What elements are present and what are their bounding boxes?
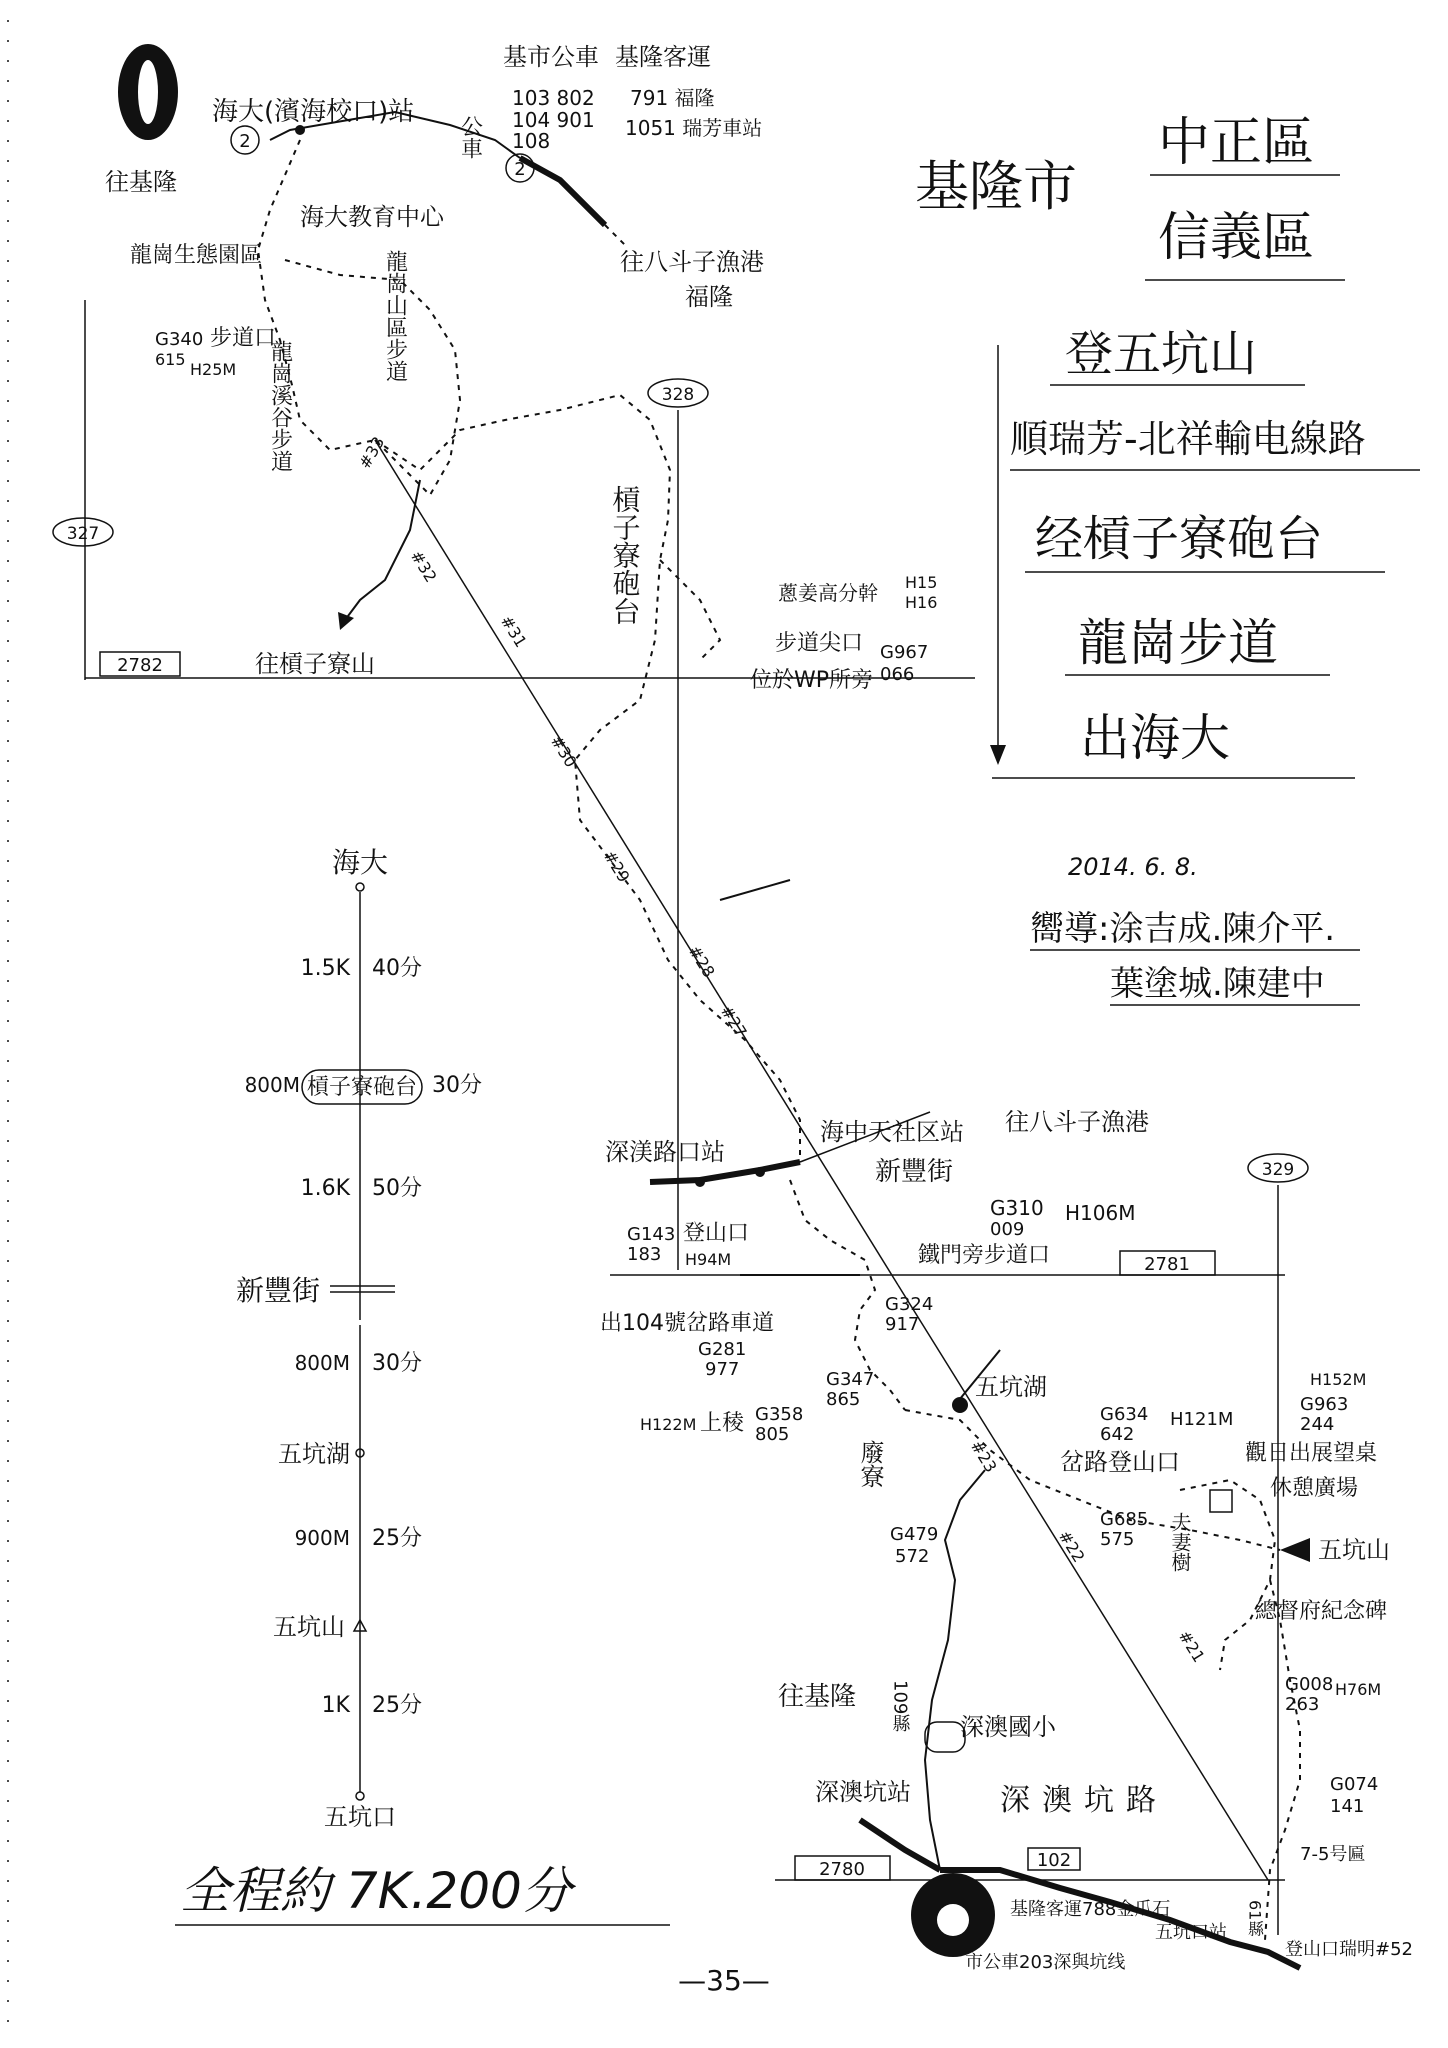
- h76: H76M: [1335, 1680, 1382, 1699]
- g977: 977: [705, 1359, 740, 1380]
- title-block: [915, 113, 1420, 1005]
- coastal-road-top-bold: [520, 158, 605, 225]
- legend-fort-time: 30分: [432, 1073, 482, 1098]
- to-badouzi-2: 往八斗子漁港: [1005, 1108, 1149, 1136]
- ruins: 廢寮: [856, 1440, 884, 1488]
- grid-label-2781: 2781: [1144, 1254, 1190, 1275]
- route-line-1: 登五坑山: [1065, 326, 1258, 382]
- dengshan: 登山口: [683, 1221, 750, 1246]
- bus-keelung-route-2: 1051 瑞芳車站: [625, 116, 763, 140]
- cong-jiang: 蔥姜高分幹: [778, 581, 878, 605]
- bus-city-route-3: 108: [512, 129, 551, 153]
- arrow-direction-2: [720, 880, 790, 900]
- g143: G143: [627, 1224, 676, 1245]
- exit-104: 出104號岔路車道: [600, 1311, 774, 1336]
- grid-label-328: 328: [661, 385, 695, 405]
- trail-fort-spur: [660, 560, 720, 660]
- legend-seg5-time: 25分: [372, 1693, 422, 1718]
- g347: G347: [826, 1369, 875, 1390]
- legend-seg2-time: 50分: [372, 1176, 422, 1201]
- guides-line-1: 嚮導:涂吉成.陳介平.: [1030, 909, 1336, 949]
- g575: 575: [1100, 1529, 1135, 1550]
- tiemen: 鐵門旁步道口: [918, 1243, 1051, 1268]
- to-gangzi-mtn: 往槓子寮山: [255, 650, 375, 678]
- route-line-3: 经槓子寮砲台: [1035, 511, 1324, 567]
- svg-text:2: 2: [239, 131, 251, 152]
- total-label: 全程約 7K.200分: [180, 1862, 572, 1920]
- rest-plaza-marker: [1210, 1490, 1232, 1512]
- road-102-label: 102: [1036, 1850, 1072, 1871]
- fort-label: 槓子寮砲台: [608, 485, 642, 625]
- bus-city-label: 基市公車: [503, 43, 599, 71]
- legend-end: 五坑口: [324, 1803, 396, 1831]
- shenaokeng-road: 深澳坑路: [1000, 1783, 1168, 1818]
- sunrise-view: 觀日出展望桌: [1245, 1441, 1378, 1466]
- route-line-4: 龍崗步道: [1078, 614, 1278, 672]
- legend-fort: 槓子寮砲台: [306, 1075, 418, 1100]
- svg-text:2: 2: [514, 159, 526, 180]
- valley-trail: 龍崗溪谷步道: [267, 340, 293, 472]
- south-labels: [600, 1108, 1413, 1973]
- bus-bottom-2: 五坑口站: [1155, 1922, 1227, 1943]
- g685: G685: [1100, 1509, 1149, 1530]
- page-number: —35—: [678, 1964, 770, 1997]
- stop-marker-haizhongtian: [755, 1167, 765, 1177]
- fork-trailhead: 岔路登山口: [1060, 1448, 1180, 1476]
- h122: H122M: [640, 1415, 697, 1434]
- north-arrow-bottom: [911, 1873, 995, 1957]
- bus-city-route-2: 104 901: [512, 108, 595, 132]
- trail-main-ridge: [375, 395, 800, 1162]
- road-to-keelung-bottom: [860, 1820, 940, 1870]
- lake-marker: [952, 1397, 968, 1413]
- guides-line-2: 葉塗城.陳建中: [1110, 964, 1325, 1004]
- bus-bottom-3: 市公車203深與坑线: [965, 1952, 1126, 1973]
- tower-29: #29: [599, 847, 634, 886]
- trail-mouth: 步道口: [210, 326, 277, 351]
- tower-22: #22: [1054, 1527, 1089, 1566]
- shenao-school: 深澳國小: [960, 1713, 1056, 1741]
- arrow-to-gangzi: [345, 480, 420, 620]
- g009: 009: [990, 1219, 1025, 1240]
- legend-seg4-dist: 900M: [294, 1526, 350, 1550]
- legend-seg3-dist: 800M: [294, 1351, 350, 1375]
- bus-keelung-route-1: 791 福隆: [630, 86, 715, 110]
- eco-park: 龍崗生態園區: [130, 243, 263, 268]
- legend-xinfeng: 新豐街: [235, 1274, 320, 1307]
- tower-28: #28: [684, 942, 719, 981]
- legend-start: 海大: [331, 846, 389, 879]
- legend-seg3-time: 30分: [372, 1351, 422, 1376]
- to-fulong: 福隆: [685, 283, 733, 311]
- h16: H16: [905, 593, 938, 612]
- g479: G479: [890, 1524, 939, 1545]
- north-labels: [105, 43, 937, 693]
- tower-31: #31: [496, 612, 531, 651]
- g917: 917: [885, 1314, 920, 1335]
- bus-keelung-label: 基隆客運: [615, 43, 711, 71]
- legend-fort-dist: 800M: [244, 1073, 300, 1097]
- legend-seg5-dist: 1K: [321, 1693, 350, 1718]
- marker-7-5: 7-5号匾: [1300, 1844, 1366, 1865]
- xinfeng-street: 新豐街: [875, 1157, 954, 1187]
- to-keelung-top: 往基隆: [105, 168, 177, 196]
- wukeng-lake: 五坑湖: [975, 1373, 1047, 1401]
- trail-lake-peak: [905, 1410, 1280, 1550]
- trip-date: 2014. 6. 8.: [1068, 853, 1198, 881]
- h94: H94M: [685, 1250, 732, 1269]
- legend-seg2-dist: 1.6K: [300, 1176, 350, 1201]
- road-61-label: 61縣: [1245, 1900, 1265, 1937]
- shenao-stop: 深渼路口站: [605, 1138, 725, 1166]
- road-109-label: 109縣: [889, 1680, 911, 1733]
- stop-marker-shenao: [695, 1177, 705, 1187]
- coastal-road-top-dash: [605, 225, 625, 245]
- area-trail: 龍崗山區步道: [382, 250, 408, 382]
- h106: H106M: [1065, 1201, 1136, 1225]
- g634: G634: [1100, 1404, 1149, 1425]
- school-marker: [925, 1722, 965, 1752]
- education-center: 海大教育中心: [300, 203, 444, 231]
- city-title: 基隆市: [915, 155, 1077, 218]
- rest-plaza: 休憩廣場: [1270, 1476, 1359, 1501]
- legend-peak: 五坑山: [273, 1613, 345, 1641]
- shenaokeng-stop: 深澳坑站: [815, 1778, 911, 1806]
- bus-city-label2: 公車: [457, 115, 483, 159]
- g066: 066: [880, 664, 915, 685]
- g642: 642: [1100, 1424, 1135, 1445]
- shangling: 上稜: [700, 1411, 745, 1436]
- trailhead-bottom: 登山口瑞明#52: [1285, 1939, 1413, 1960]
- tower-27: #27: [716, 1002, 751, 1041]
- trail-mouth2: 步道尖口: [775, 631, 864, 656]
- north-arrow-top: [118, 44, 178, 140]
- g805: 805: [755, 1424, 790, 1445]
- tower-32: #32: [406, 547, 441, 586]
- tower-30: #30: [546, 732, 581, 771]
- h-25: H25M: [190, 360, 237, 379]
- g358: G358: [755, 1404, 804, 1425]
- grid-label-329: 329: [1261, 1160, 1295, 1180]
- route-line-2: 順瑞芳-北祥輸电線路: [1010, 417, 1366, 461]
- tower-23: #23: [966, 1437, 1001, 1476]
- district-2: 信義區: [1158, 208, 1315, 268]
- distance-legend: [236, 846, 482, 1831]
- g310: G310: [990, 1196, 1044, 1220]
- g572: 572: [895, 1546, 930, 1567]
- tower-21: #21: [1174, 1627, 1209, 1666]
- wukeng-mtn-label: 五坑山: [1318, 1536, 1390, 1564]
- h15: H15: [905, 573, 938, 592]
- district-1: 中正區: [1158, 113, 1315, 173]
- peak-triangle: [1280, 1538, 1310, 1562]
- g183: 183: [627, 1244, 662, 1265]
- memorial: 總督府紀念碑: [1255, 1599, 1388, 1624]
- g324: G324: [885, 1294, 934, 1315]
- route-line-5: 出海大: [1080, 709, 1230, 767]
- grid-label-327: 327: [66, 524, 100, 544]
- legend-seg4-time: 25分: [372, 1526, 422, 1551]
- g141: 141: [1330, 1796, 1365, 1817]
- bus-city-route-1: 103 802: [512, 86, 595, 110]
- h152: H152M: [1310, 1370, 1367, 1389]
- legend-seg1-dist: 1.5K: [300, 956, 350, 981]
- station-haida: 海大(濱海校口)站: [212, 97, 415, 127]
- g967: G967: [880, 642, 929, 663]
- g-615: 615: [155, 350, 186, 369]
- haizhongtian-stop: 海中天社区站: [820, 1118, 964, 1146]
- to-badouzi: 往八斗子漁港: [620, 248, 764, 276]
- grid-label-2780: 2780: [819, 1859, 865, 1880]
- tower-33: #33: [355, 433, 389, 472]
- g263: 263: [1285, 1694, 1320, 1715]
- legend-lake: 五坑湖: [278, 1440, 350, 1468]
- legend-seg1-time: 40分: [372, 956, 422, 981]
- arrow-head-gangzi: [338, 612, 354, 630]
- grid-label-2782: 2782: [117, 655, 163, 676]
- g244: 244: [1300, 1414, 1335, 1435]
- to-keelung-bottom: 往基隆: [778, 1682, 857, 1712]
- g963: G963: [1300, 1394, 1349, 1415]
- couple-tree: 夫妻樹: [1168, 1512, 1192, 1572]
- h121: H121M: [1170, 1409, 1234, 1430]
- wp-note: 位於WP所旁: [750, 668, 874, 693]
- g008: G008: [1285, 1674, 1334, 1695]
- g074: G074: [1330, 1774, 1379, 1795]
- bus-bottom-1: 基隆客運788金瓜石: [1010, 1899, 1171, 1920]
- trail-descent: [1265, 1580, 1300, 1940]
- g281: G281: [698, 1339, 747, 1360]
- g-340: G340: [155, 329, 204, 350]
- g865: 865: [826, 1389, 861, 1410]
